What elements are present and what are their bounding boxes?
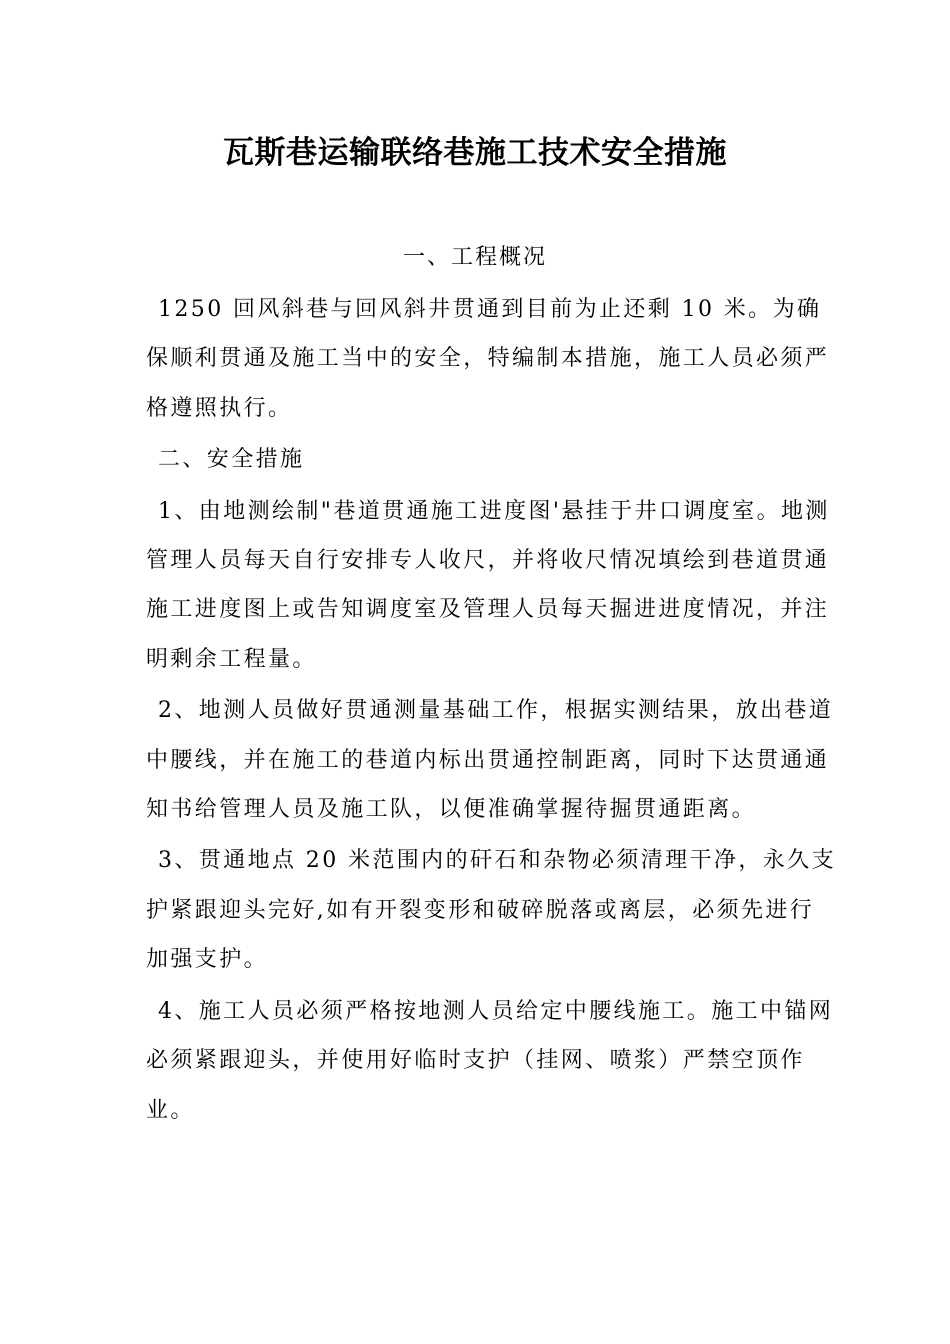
- document-body: [146, 285, 836, 1137]
- section-heading-overview: 一、工程概况: [402, 245, 547, 270]
- measure-item-2: 2、地测人员做好贯通测量基础工作，根据实测结果，放出巷道中腰线，并在施工的巷道内标出贯通控制距离，同时下达贯通通知书给管理人员及施工队，以便准确掌握待掘贯通距离。: [146, 698, 834, 823]
- measure-item-3: 3、贯通地点 20 米范围内的矸石和杂物必须清理干净，永久支护紧跟迎头完好,如有开裂变形和破碎脱落或离层，必须先进行加强支护。: [146, 848, 836, 973]
- overview-paragraph: 1250 回风斜巷与回风斜井贯通到目前为止还剩 10 米。为确保顺利贯通及施工当中的安全，特编制本措施，施工人员必须严格遵照执行。: [146, 297, 830, 421]
- section-heading-safety: 二、安全措施: [158, 447, 305, 473]
- measure-item-4: 4、施工人员必须严格按地测人员给定中腰线施工。施工中锚网必须紧跟迎头，并使用好临时支护（挂网、喷浆）严禁空顶作业。: [146, 998, 834, 1123]
- measure-item-1: 1、由地测绘制"巷道贯通施工进度图'悬挂于井口调度室。地测管理人员每天自行安排专人收尺，并将收尺情况填绘到巷道贯通施工进度图上或告知调度室及管理人员每天掘进进度情况，并注明剩余工程量。: [146, 498, 830, 672]
- document-title: 瓦斯巷运输联络巷施工技术安全措施: [223, 135, 727, 171]
